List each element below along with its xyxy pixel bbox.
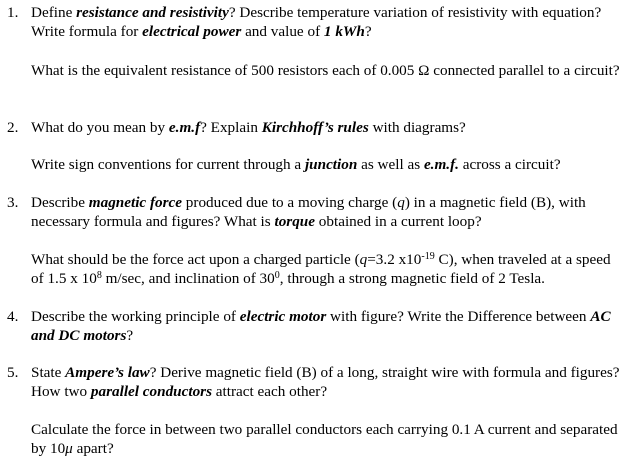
text-run: Calculate the force in between two parallel conductors each carrying 0.1 A current and separated by 10 <box>31 421 618 457</box>
text-run: ? <box>364 23 372 40</box>
question-number: 2. <box>7 119 19 136</box>
question-1-numerical <box>31 61 621 80</box>
question-number: 1. <box>7 4 19 21</box>
text-run: , through a strong magnetic field of 2 Tesla. <box>279 270 545 287</box>
text-run: q <box>397 194 405 211</box>
text-run: as well as <box>357 156 424 173</box>
question-text <box>31 307 621 345</box>
text-run: with figure? Write the Difference between <box>326 308 591 325</box>
text-run: ? <box>126 327 134 344</box>
superscript: 0 <box>274 270 280 281</box>
text-run: Write sign conventions for current through a <box>31 156 305 173</box>
text-run: ? Explain <box>200 119 262 136</box>
text-run: produced due to a moving charge ( <box>182 194 398 211</box>
question-5 <box>0 363 629 401</box>
question-4 <box>0 307 629 345</box>
text-run: State <box>31 364 66 381</box>
text-run: apart? <box>72 440 114 457</box>
question-text <box>31 3 621 41</box>
text-run: Define <box>31 4 77 21</box>
text-run: What is the equivalent resistance of 500 resistors each of 0.005 Ω connected parallel to a circuit? <box>31 62 620 79</box>
emphasized-term: e.m.f <box>168 119 201 136</box>
text-run: with diagrams? <box>368 119 466 136</box>
text-run: and value of <box>241 23 324 40</box>
superscript: 8 <box>96 270 102 281</box>
emphasized-term: parallel conductors <box>90 383 212 400</box>
text-run: Describe the working principle of <box>31 308 240 325</box>
emphasized-term: junction <box>304 156 358 173</box>
emphasized-term: 1 kWh <box>323 23 365 40</box>
text-run: What should be the force act upon a charged particle ( <box>31 251 360 268</box>
question-5-numerical <box>31 420 621 458</box>
emphasized-term: e.m.f. <box>423 156 459 173</box>
question-3 <box>0 193 629 231</box>
emphasized-term: electrical power <box>142 23 242 40</box>
question-text <box>31 363 621 401</box>
question-number: 5. <box>7 364 19 381</box>
text-run: ) in a magnetic field (B), with necessary formula and figures? What is <box>31 194 586 230</box>
emphasized-term: torque <box>274 213 315 230</box>
text-run: ? Describe temperature variation of resistivity with equation? Write formula for <box>31 4 602 40</box>
question-3-numerical <box>31 250 621 288</box>
question-number: 3. <box>7 194 19 211</box>
text-run: attract each other? <box>212 383 328 400</box>
question-number: 4. <box>7 308 19 325</box>
text-run: m/sec, and inclination of 30 <box>101 270 275 287</box>
emphasized-term: Ampere’s law <box>65 364 150 381</box>
text-run: q <box>359 251 368 268</box>
emphasized-term: Kirchhoff’s rules <box>261 119 369 136</box>
text-run: Describe <box>31 194 89 211</box>
question-text <box>31 118 621 137</box>
emphasized-term: magnetic force <box>88 194 182 211</box>
text-run: obtained in a current loop? <box>315 213 482 230</box>
superscript: -19 <box>421 251 435 262</box>
text-run: =3.2 x10 <box>367 251 422 268</box>
text-run: What do you mean by <box>31 119 169 136</box>
emphasized-term: electric motor <box>239 308 327 325</box>
question-2-sub <box>31 155 621 174</box>
emphasized-term: AC and DC motors <box>31 308 611 344</box>
question-1 <box>0 3 629 41</box>
question-2 <box>0 118 629 137</box>
text-run: μ <box>65 440 73 457</box>
text-run: C), when traveled at a speed of 1.5 x 10 <box>31 251 611 287</box>
text-run: ? Derive magnetic field (B) of a long, straight wire with formula and figures? How two <box>31 364 620 400</box>
text-run: across a circuit? <box>458 156 561 173</box>
emphasized-term: resistance and resistivity <box>76 4 229 21</box>
question-text <box>31 193 621 231</box>
